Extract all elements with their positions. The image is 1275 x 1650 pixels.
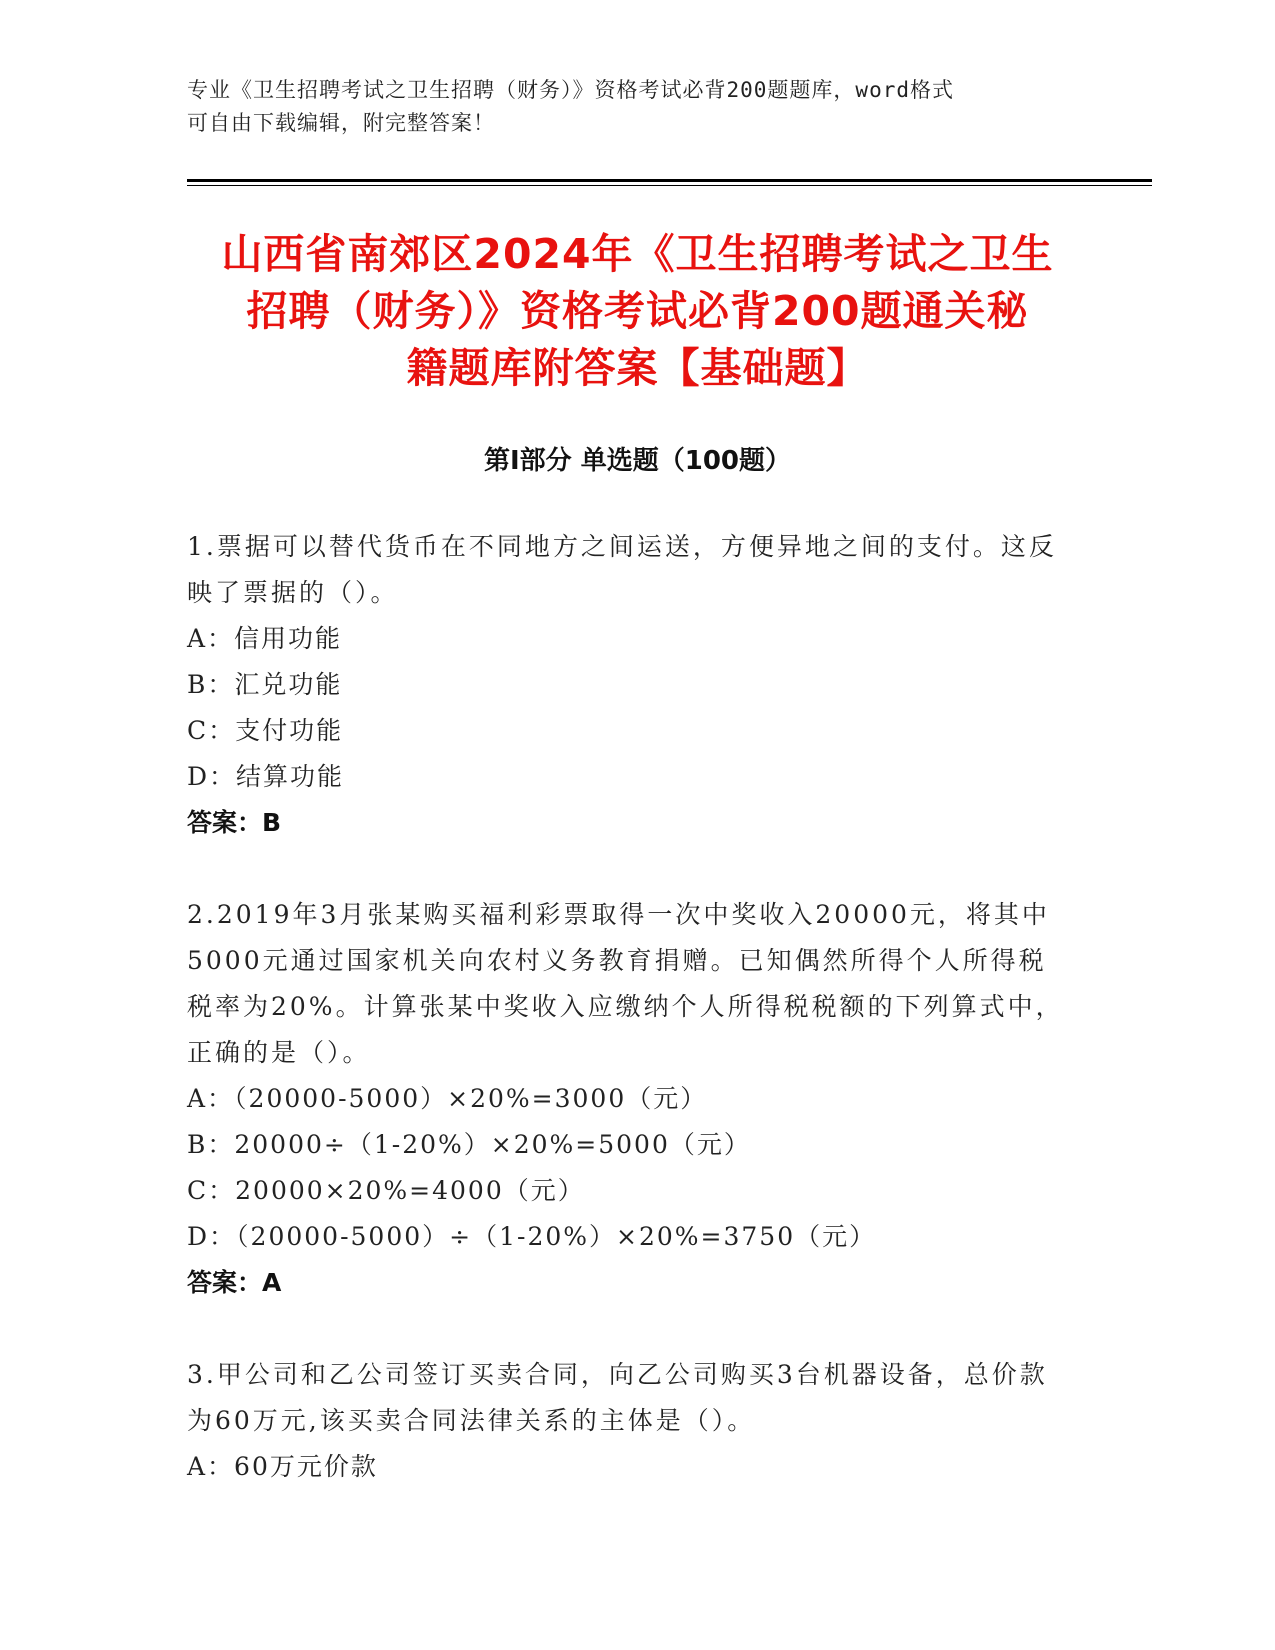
question-item bbox=[187, 524, 1067, 846]
option-d: D：结算功能 bbox=[187, 762, 345, 791]
option-a: A：信用功能 bbox=[187, 624, 343, 653]
option-b: B：20000÷（1-20%）×20%=5000（元） bbox=[187, 1130, 751, 1159]
question-item bbox=[187, 1352, 1067, 1490]
document-title-line: 籍题库附答案【基础题】 bbox=[406, 344, 869, 392]
question-text: 1.票据可以替代货币在不同地方之间运送，方便异地之间的支付。这反映了票据的（）。 bbox=[187, 532, 1057, 607]
question-item bbox=[187, 892, 1067, 1306]
question-text: 3.甲公司和乙公司签订买卖合同，向乙公司购买3台机器设备，总价款为60万元,该买卖合同法律关系的主体是（）。 bbox=[187, 1360, 1048, 1435]
option-d: D：（20000-5000）÷（1-20%）×20%=3750（元） bbox=[187, 1222, 877, 1251]
document-title bbox=[150, 226, 1125, 397]
question-list bbox=[187, 524, 1067, 1536]
question-text: 2.2019年3月张某购买福利彩票取得一次中奖收入20000元，将其中5000元通过国家机关向农村义务教育捐赠。已知偶然所得个人所得税税率为20%。计算张某中奖收入应缴纳个人所得税税额的下列算式中，正确的是（）。 bbox=[187, 900, 1064, 1067]
answer-line: 答案：A bbox=[187, 1268, 282, 1297]
header-note-line: 可自由下载编辑，附完整答案！ bbox=[187, 111, 495, 135]
header-divider-thick bbox=[187, 179, 1152, 182]
document-title-line: 山西省南郊区2024年《卫生招聘考试之卫生 bbox=[221, 230, 1054, 278]
option-c: C：支付功能 bbox=[187, 716, 344, 745]
option-c: C：20000×20%=4000（元） bbox=[187, 1176, 585, 1205]
document-title-line: 招聘（财务）》资格考试必背200题通关秘 bbox=[246, 287, 1029, 335]
header-divider-thin bbox=[187, 185, 1152, 186]
option-a: A：（20000-5000）×20%=3000（元） bbox=[187, 1084, 708, 1113]
option-a: A：60万元价款 bbox=[187, 1452, 378, 1481]
answer-line: 答案：B bbox=[187, 808, 282, 837]
header-note-line: 专业《卫生招聘考试之卫生招聘（财务）》资格考试必背200题题库，word格式 bbox=[187, 78, 954, 102]
header-note bbox=[187, 74, 1087, 140]
section-heading: 第I部分 单选题（100题） bbox=[484, 446, 791, 476]
option-b: B：汇兑功能 bbox=[187, 670, 343, 699]
